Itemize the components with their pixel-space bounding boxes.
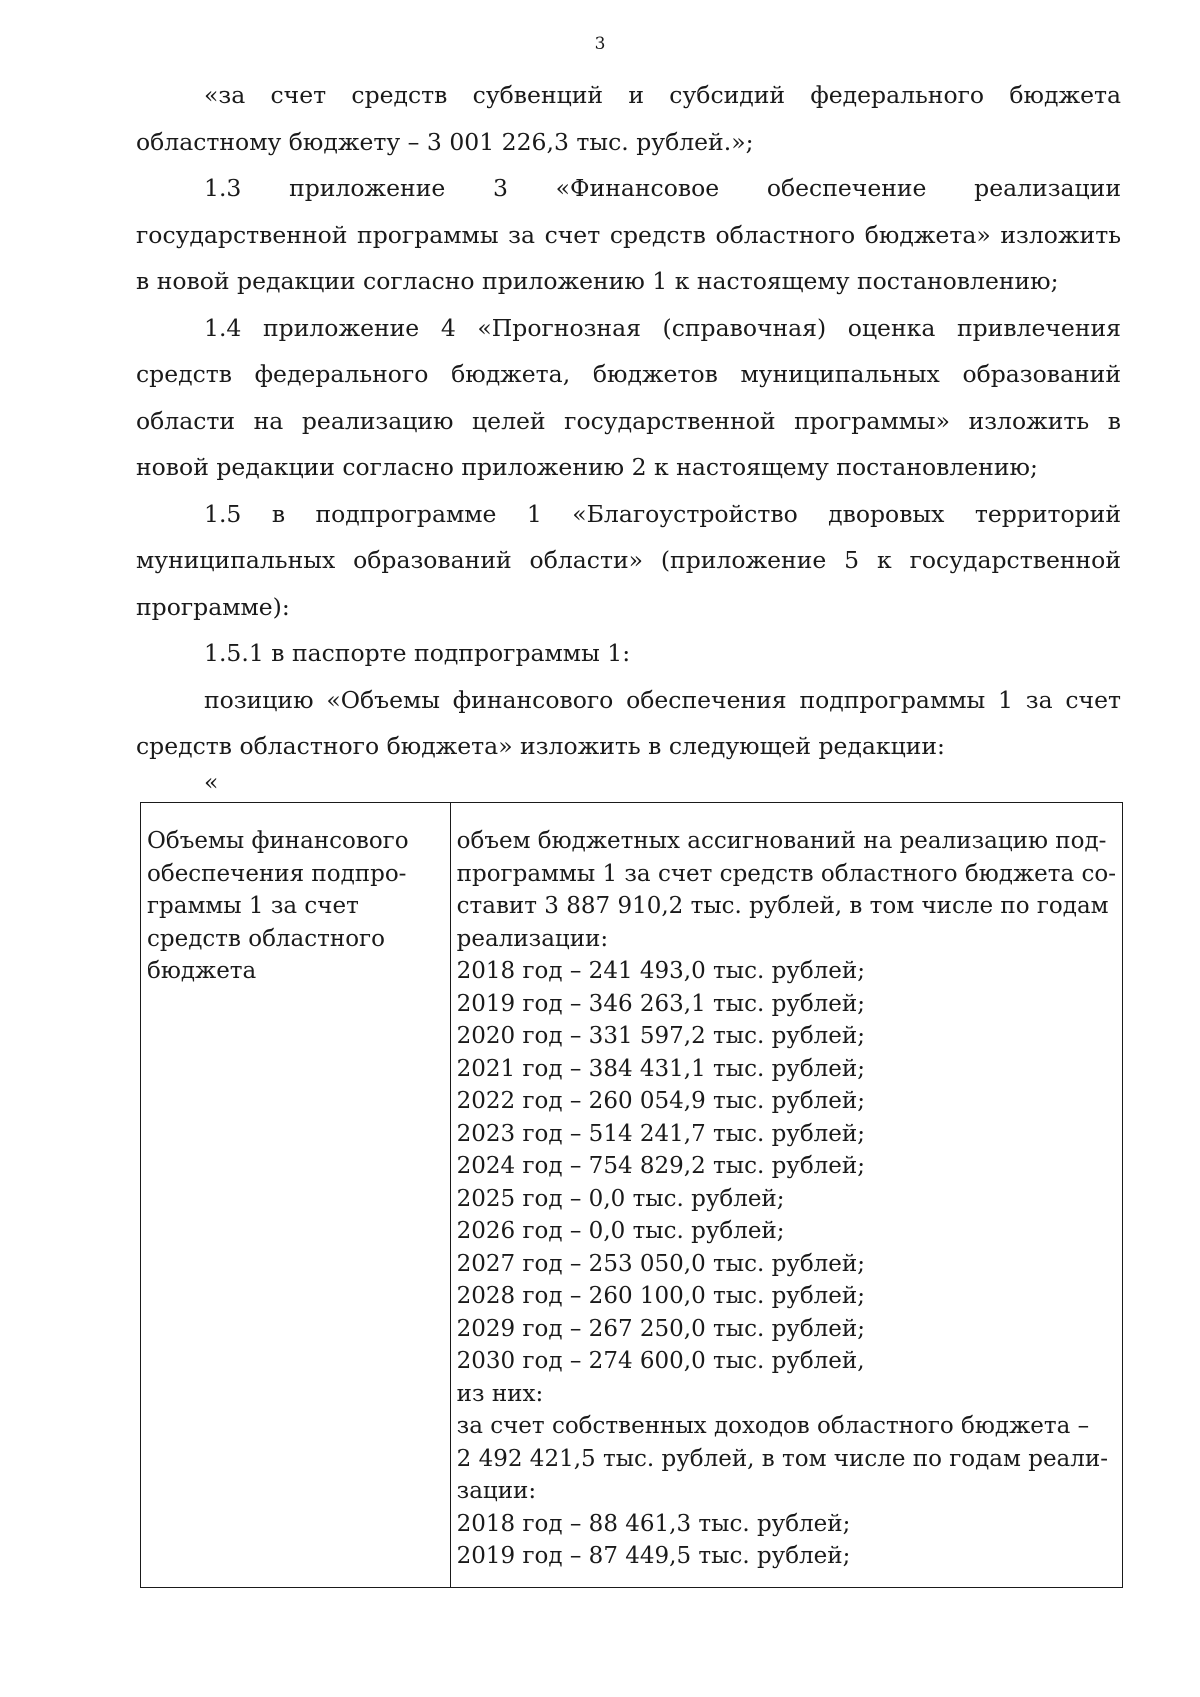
content-line: 2026 год – 0,0 тыс. рублей; (456, 1218, 785, 1244)
content-line: 2030 год – 274 600,0 тыс. рублей, (456, 1348, 865, 1374)
content-line: 2028 год – 260 100,0 тыс. рублей; (456, 1283, 865, 1309)
table-row (141, 803, 1123, 1588)
opening-quote-mark: « (204, 768, 219, 796)
paragraph-budget-subventions: «за счет средств субвенций и субсидий федерального бюджета областному бюджету – 3 001 226,3 тыс. рублей.»; (136, 81, 1121, 156)
content-line: из них: (456, 1380, 544, 1407)
document-body (136, 72, 1121, 770)
label-line: Объемы финансового (147, 828, 409, 854)
content-line: 2022 год – 260 054,9 тыс. рублей; (456, 1088, 865, 1114)
content-line: 2024 год – 754 829,2 тыс. рублей; (456, 1153, 865, 1179)
content-line: 2025 год – 0,0 тыс. рублей; (456, 1185, 785, 1212)
content-line: реализации: (456, 925, 609, 952)
content-line: 2021 год – 384 431,1 тыс. рублей; (456, 1055, 865, 1082)
content-line: 2020 год – 331 597,2 тыс. рублей; (456, 1023, 865, 1049)
label-line: граммы 1 за счет (147, 893, 359, 919)
content-line: 2018 год – 88 461,3 тыс. рублей; (456, 1510, 851, 1537)
content-line: 2029 год – 267 250,0 тыс. рублей; (456, 1315, 865, 1342)
content-line: 2 492 421,5 тыс. рублей, в том числе по годам реали- (456, 1445, 1108, 1472)
content-line: 2023 год – 514 241,7 тыс. рублей; (456, 1120, 865, 1147)
content-line: объем бюджетных ассигнований на реализацию под- (456, 828, 1107, 854)
content-line: 2019 год – 346 263,1 тыс. рублей; (456, 990, 865, 1017)
passport-table (140, 802, 1123, 1588)
content-line: 2019 год – 87 449,5 тыс. рублей; (456, 1543, 851, 1569)
content-line: 2018 год – 241 493,0 тыс. рублей; (456, 958, 865, 984)
content-line: программы 1 за счет средств областного бюджета со- (456, 860, 1116, 887)
content-line: за счет собственных доходов областного бюджета – (456, 1413, 1090, 1439)
paragraph-item-1-4: 1.4 приложение 4 «Прогнозная (справочная) оценка привлечения средств федерального бюджета, бюджетов муниципальных образований области на реализацию целей государственной программы» изложить в новой редакции согласно приложению 2 к настоящему постановлению; (136, 313, 1121, 481)
content-line: ставит 3 887 910,2 тыс. рублей, в том числе по годам (456, 893, 1109, 919)
content-line: зации: (456, 1478, 537, 1504)
page-number: 3 (594, 34, 606, 54)
table-cell-content (450, 803, 1122, 1588)
paragraph-item-1-3: 1.3 приложение 3 «Финансовое обеспечение реализации государственной программы за счет средств областного бюджета» изложить в новой редакции согласно приложению 1 к настоящему постановлению; (136, 174, 1121, 295)
label-line: обеспечения подпро- (147, 860, 407, 887)
paragraph-item-1-5: 1.5 в подпрограмме 1 «Благоустройство дворовых территорий муниципальных образований области» (приложение 5 к государственной программе): (136, 499, 1121, 621)
label-line: средств областного (147, 925, 385, 952)
paragraph-position-intro: позицию «Объемы финансового обеспечения подпрограммы 1 за счет средств областного бюджета» изложить в следующей редакции: (136, 685, 1121, 760)
paragraph-item-1-5-1: 1.5.1 в паспорте подпрограммы 1: (204, 639, 631, 667)
label-line: бюджета (147, 958, 257, 984)
content-line: 2027 год – 253 050,0 тыс. рублей; (456, 1250, 865, 1277)
table-cell-label (141, 803, 451, 1588)
